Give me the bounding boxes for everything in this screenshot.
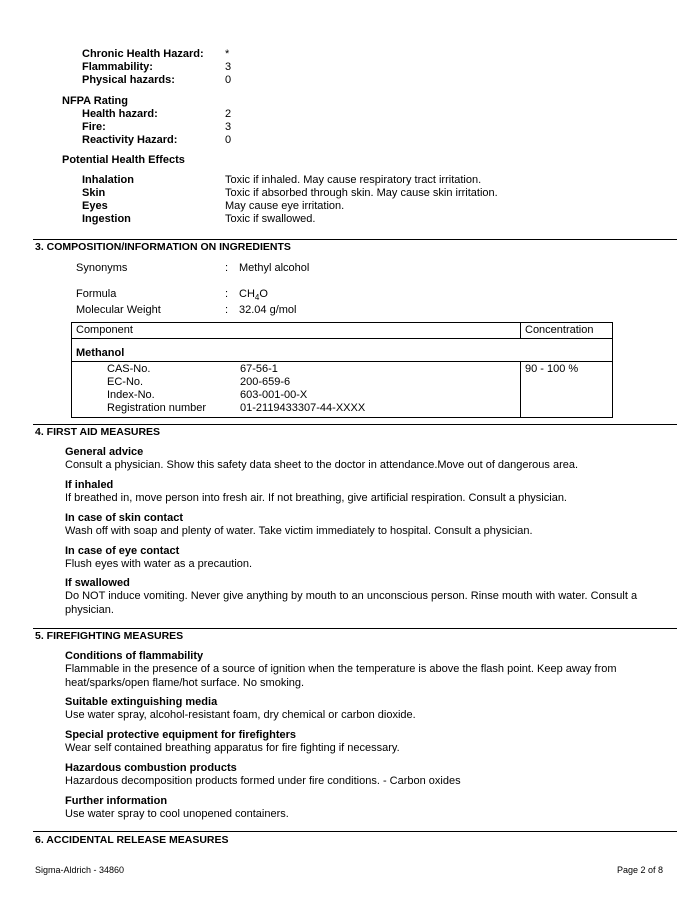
hmis-label: Physical hazards: <box>82 74 175 86</box>
section-divider <box>33 628 677 629</box>
first-aid-text: If breathed in, move person into fresh air. If not breathing, give artificial respiration. Consult a physician. <box>65 492 567 504</box>
firefighting-heading: Further information <box>65 795 168 807</box>
hmis-label: Flammability: <box>82 61 153 73</box>
formula-value <box>239 288 268 304</box>
first-aid-heading: In case of skin contact <box>65 512 183 524</box>
hmis-value: 0 <box>225 74 232 86</box>
firefighting-text: Wear self contained breathing apparatus for fire fighting if necessary. <box>65 742 400 754</box>
concentration-value: 90 - 100 % <box>525 363 579 375</box>
component-table <box>71 322 613 418</box>
header-component: Component <box>72 323 521 339</box>
nfpa-value: 2 <box>225 108 232 120</box>
id-value: 200-659-6 <box>240 376 291 388</box>
firefighting-heading: Special protective equipment for firefighters <box>65 729 297 741</box>
nfpa-label: Reactivity Hazard: <box>82 134 178 146</box>
first-aid-heading: If inhaled <box>65 479 114 491</box>
firefighting-text: Hazardous decomposition products formed under fire conditions. - Carbon oxides <box>65 775 461 787</box>
firefighting-heading: Suitable extinguishing media <box>65 696 218 708</box>
section-6-title: 6. ACCIDENTAL RELEASE MEASURES <box>35 834 229 846</box>
first-aid-heading: General advice <box>65 446 144 458</box>
nfpa-label: Fire: <box>82 121 106 133</box>
first-aid-heading: If swallowed <box>65 577 130 589</box>
mw-label: Molecular Weight <box>76 304 161 316</box>
section-divider <box>33 239 677 240</box>
firefighting-heading: Conditions of flammability <box>65 650 204 662</box>
nfpa-value: 0 <box>225 134 232 146</box>
hmis-value: 3 <box>225 61 232 73</box>
effect-label: Skin <box>82 187 106 199</box>
list-item <box>72 376 365 389</box>
first-aid-heading: In case of eye contact <box>65 545 180 557</box>
hmis-value: * <box>225 48 230 60</box>
effect-value: May cause eye irritation. <box>225 200 345 212</box>
colon: : <box>225 288 229 300</box>
identifier-list <box>72 363 365 415</box>
list-item <box>72 363 365 376</box>
section-3-title: 3. COMPOSITION/INFORMATION ON INGREDIENTS <box>35 241 291 253</box>
synonyms-value: Methyl alcohol <box>239 262 310 274</box>
id-label: EC-No. <box>107 376 144 388</box>
section-divider <box>33 831 677 832</box>
formula-subscript: 4 <box>254 293 260 303</box>
firefighting-text: Use water spray, alcohol-resistant foam, dry chemical or carbon dioxide. <box>65 709 416 721</box>
component-name: Methanol <box>76 347 125 359</box>
mw-value: 32.04 g/mol <box>239 304 297 316</box>
table-name-row <box>72 339 613 362</box>
effect-value: Toxic if inhaled. May cause respiratory tract irritation. <box>225 174 482 186</box>
nfpa-value: 3 <box>225 121 232 133</box>
section-divider <box>33 424 677 425</box>
footer-source: Sigma-Aldrich - 34860 <box>35 865 125 875</box>
first-aid-text: Consult a physician. Show this safety data sheet to the doctor in attendance.Move out of dangerous area. <box>65 459 579 471</box>
formula-label: Formula <box>76 288 117 300</box>
nfpa-label: Health hazard: <box>82 108 158 120</box>
section-4-title: 4. FIRST AID MEASURES <box>35 426 161 438</box>
synonyms-label: Synonyms <box>76 262 128 274</box>
table-row <box>72 362 613 418</box>
header-concentration: Concentration <box>525 324 594 336</box>
footer-page-number: Page 2 of 8 <box>617 865 664 875</box>
effect-label: Inhalation <box>82 174 134 186</box>
colon: : <box>225 304 229 316</box>
list-item <box>72 402 365 415</box>
id-value: 603-001-00-X <box>240 389 308 401</box>
effect-label: Eyes <box>82 200 108 212</box>
id-label: Index-No. <box>107 389 155 401</box>
first-aid-text: Wash off with soap and plenty of water. Take victim immediately to hospital. Consult a physician. <box>65 525 533 537</box>
formula-post: O <box>259 288 268 300</box>
effect-value: Toxic if swallowed. <box>225 213 316 225</box>
firefighting-text: Use water spray to cool unopened containers. <box>65 808 289 820</box>
first-aid-text: Flush eyes with water as a precaution. <box>65 558 253 570</box>
section-5-title: 5. FIREFIGHTING MEASURES <box>35 630 184 642</box>
firefighting-heading: Hazardous combustion products <box>65 762 237 774</box>
first-aid-text: Do NOT induce vomiting. Never give anything by mouth to an unconscious person. Rinse mouth with water. Consult a physician. <box>65 590 638 616</box>
formula-pre: CH <box>239 288 255 300</box>
health-effects-title: Potential Health Effects <box>62 154 185 166</box>
colon: : <box>225 262 229 274</box>
id-label: CAS-No. <box>107 363 151 375</box>
list-item <box>72 389 365 402</box>
table-header-row <box>72 323 613 339</box>
firefighting-text: Flammable in the presence of a source of ignition when the temperature is above the flash point. Keep away from heat/sparks/open flame/hot surface. No smoking. <box>65 663 617 689</box>
effect-label: Ingestion <box>82 213 131 225</box>
nfpa-title: NFPA Rating <box>62 95 128 107</box>
id-label: Registration number <box>107 402 207 414</box>
effect-value: Toxic if absorbed through skin. May cause skin irritation. <box>225 187 498 199</box>
id-value: 67-56-1 <box>240 363 278 375</box>
id-value: 01-2119433307-44-XXXX <box>240 402 366 414</box>
hmis-label: Chronic Health Hazard: <box>82 48 204 60</box>
